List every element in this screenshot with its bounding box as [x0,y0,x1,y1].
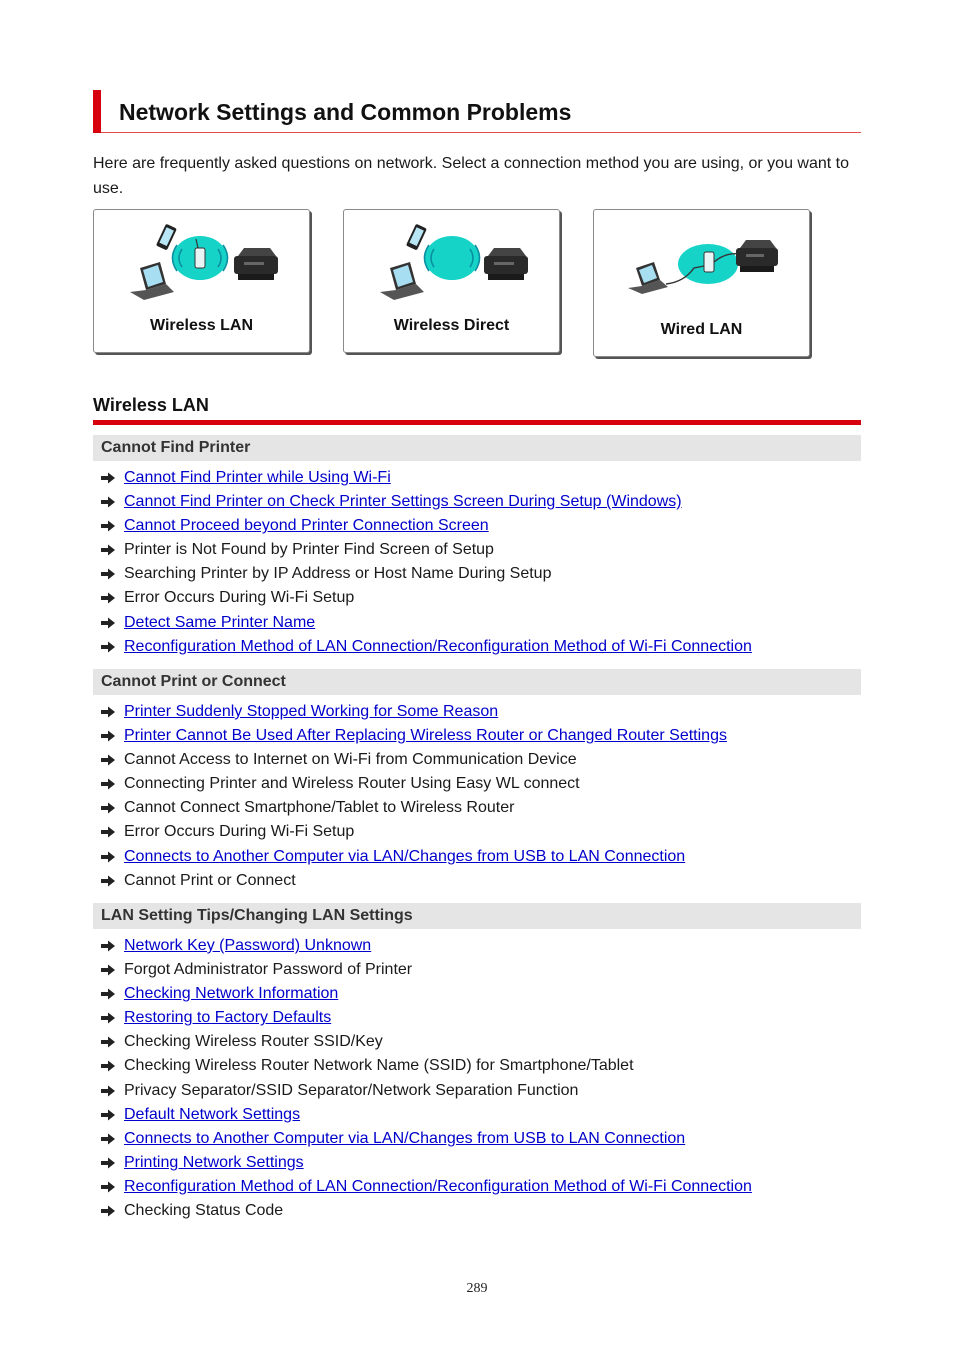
item-link[interactable]: Printing Network Settings [124,1153,304,1171]
card-label: Wireless Direct [393,317,510,334]
item-link[interactable]: Printer Suddenly Stopped Working for Some Reason [124,703,499,720]
arrow-right-icon [100,641,116,653]
arrow-right-icon [100,1133,116,1145]
group-header-cannot-find-printer [93,435,861,461]
group-header-cannot-print-or-connect [93,669,861,695]
item-text: Checking Wireless Router Network Name (SSID) for Smartphone/Tablet [124,1057,634,1075]
item-text: Error Occurs During Wi-Fi Setup [124,589,355,607]
page-title-text: Network Settings and Common Problems [119,99,572,125]
page-number: 289 [466,1281,488,1296]
item-text: Searching Printer by IP Address or Host Name During Setup [124,565,552,583]
arrow-right-icon [100,1060,116,1072]
item-link[interactable]: Connects to Another Computer via LAN/Changes from USB to LAN Connection [124,847,686,865]
arrow-right-icon [100,1181,116,1193]
item-link[interactable]: Default Network Settings [124,1105,301,1123]
item-link[interactable]: Reconfiguration Method of LAN Connection/Reconfiguration Method of Wi-Fi Connection [124,637,752,655]
item-link[interactable]: Restoring to Factory Defaults [124,1009,332,1027]
item-text: Checking Status Code [124,1202,284,1220]
card-wireless-lan[interactable] [93,209,310,353]
item-text: Forgot Administrator Password of Printer [124,961,413,979]
group-header-lan-setting-tips [93,903,861,929]
arrow-right-icon [100,1085,116,1097]
card-wireless-direct[interactable] [343,209,560,353]
arrow-right-icon [100,778,116,790]
item-text: Error Occurs During Wi-Fi Setup [124,823,355,841]
section-divider [93,420,861,425]
item-link[interactable]: Detect Same Printer Name [124,613,316,631]
arrow-right-icon [100,617,116,629]
arrow-right-icon [100,875,116,887]
item-link[interactable]: Printer Cannot Be Used After Replacing Wireless Router or Changed Router Settings [124,727,727,745]
arrow-right-icon [100,1205,116,1217]
arrow-right-icon [100,940,116,952]
arrow-right-icon [100,754,116,766]
item-link[interactable]: Cannot Find Printer on Check Printer Settings Screen During Setup (Windows) [124,493,682,511]
card-label: Wired LAN [660,321,743,338]
item-link[interactable]: Cannot Find Printer while Using Wi-Fi [124,469,391,486]
wireless-lan-icon [122,222,282,308]
item-link[interactable]: Network Key (Password) Unknown [124,937,372,954]
arrow-right-icon [100,1012,116,1024]
arrow-right-icon [100,568,116,580]
item-text: Cannot Print or Connect [124,871,296,889]
item-link[interactable]: Connects to Another Computer via LAN/Changes from USB to LAN Connection [124,1129,686,1147]
arrow-right-icon [100,802,116,814]
item-text: Privacy Separator/SSID Separator/Network Separation Function [124,1081,579,1099]
group-title: Cannot Print or Connect [101,673,286,690]
intro-text: Here are frequently asked questions on network. Select a connection method you are using, or you want to use. [93,155,849,197]
wired-lan-icon [622,222,782,308]
card-label: Wireless LAN [150,317,253,334]
arrow-right-icon [100,544,116,556]
wireless-direct-icon [372,222,532,308]
item-link[interactable]: Checking Network Information [124,985,339,1003]
page-title [93,90,861,133]
arrow-right-icon [100,472,116,484]
section-heading: Wireless LAN [93,395,209,415]
arrow-right-icon [100,706,116,718]
arrow-right-icon [100,1109,116,1121]
card-wired-lan[interactable] [593,209,810,357]
arrow-right-icon [100,592,116,604]
item-text: Connecting Printer and Wireless Router Using Easy WL connect [124,775,580,793]
arrow-right-icon [100,964,116,976]
item-text: Cannot Connect Smartphone/Tablet to Wireless Router [124,799,515,817]
arrow-right-icon [100,730,116,742]
title-accent-bar [93,90,101,133]
arrow-right-icon [100,1157,116,1169]
item-text: Cannot Access to Internet on Wi-Fi from Communication Device [124,751,577,769]
item-text: Printer is Not Found by Printer Find Screen of Setup [124,541,494,559]
arrow-right-icon [100,1036,116,1048]
arrow-right-icon [100,988,116,1000]
arrow-right-icon [100,496,116,508]
item-link[interactable]: Reconfiguration Method of LAN Connection/Reconfiguration Method of Wi-Fi Connection [124,1177,752,1195]
item-text: Checking Wireless Router SSID/Key [124,1033,383,1051]
arrow-right-icon [100,851,116,863]
arrow-right-icon [100,826,116,838]
arrow-right-icon [100,520,116,532]
group-title: Cannot Find Printer [101,439,251,456]
group-title: LAN Setting Tips/Changing LAN Settings [101,907,413,924]
item-link[interactable]: Cannot Proceed beyond Printer Connection Screen [124,517,489,535]
